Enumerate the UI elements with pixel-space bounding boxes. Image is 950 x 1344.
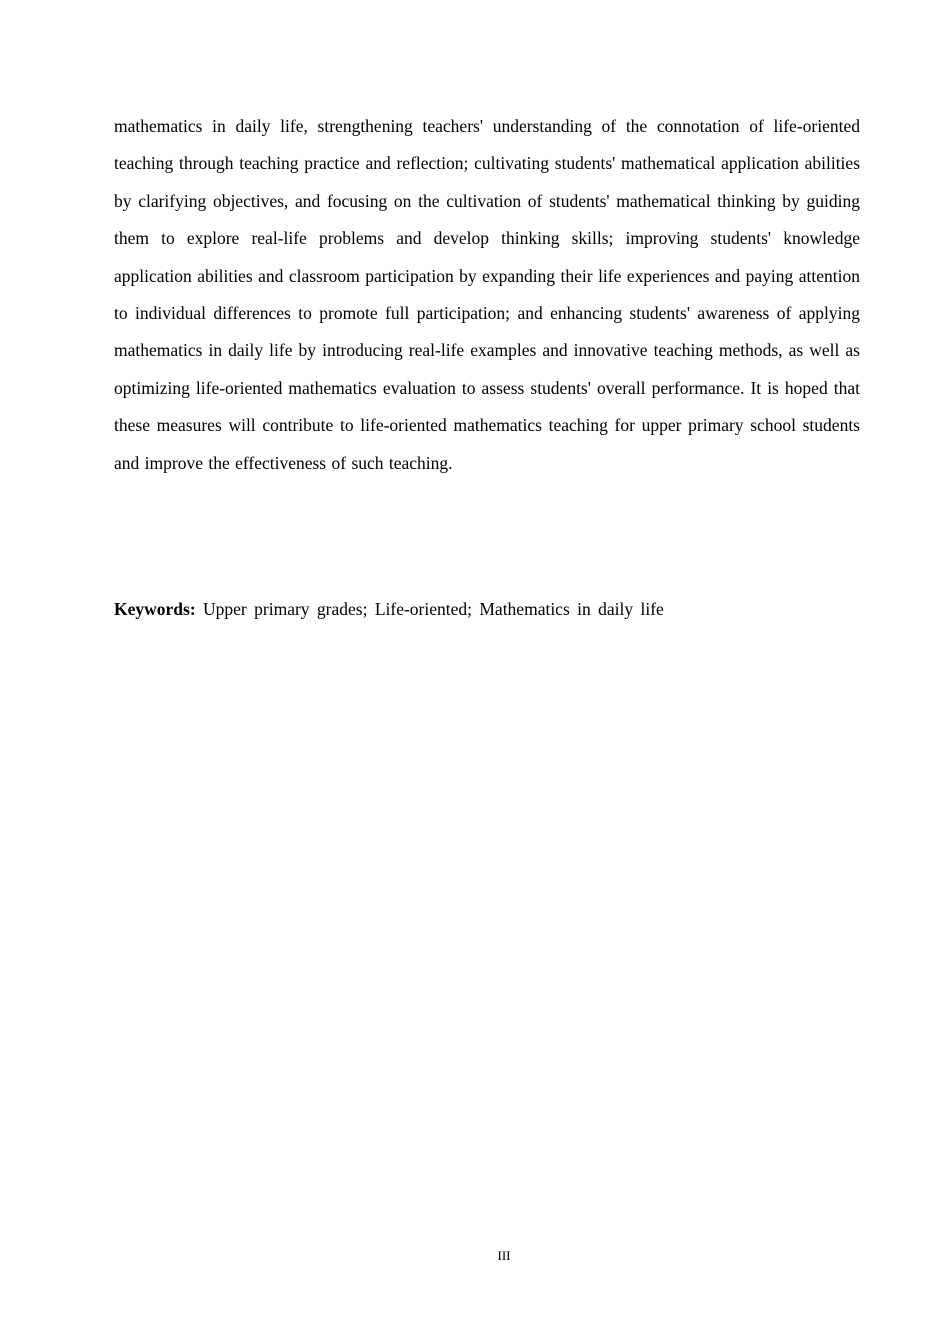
- abstract-body-text: mathematics in daily life, strengthening teachers' understanding of the connotation of life-oriented teaching through teaching practice and reflection; cultivating students' mathematical application abilities by clarifying objectives, and focusing on the cultivation of students' mathematical thinking by guiding them to explore real-life problems and develop thinking skills; improving students' knowledge application abilities and classroom participation by expanding their life experiences and paying attention to individual differences to promote full participation; and enhancing students' awareness of applying mathematics in daily life by introducing real-life examples and innovative teaching methods, as well as optimizing life-oriented mathematics evaluation to assess students' overall performance. It is hoped that these measures will contribute to life-oriented mathematics teaching for upper primary school students and improve the effectiveness of such teaching.: [114, 116, 860, 473]
- keywords-text: Upper primary grades; Life-oriented; Mathematics in daily life: [203, 599, 664, 619]
- keywords-line: [114, 593, 860, 625]
- keywords-label: Keywords:: [114, 599, 204, 619]
- page-number: III: [497, 1248, 511, 1263]
